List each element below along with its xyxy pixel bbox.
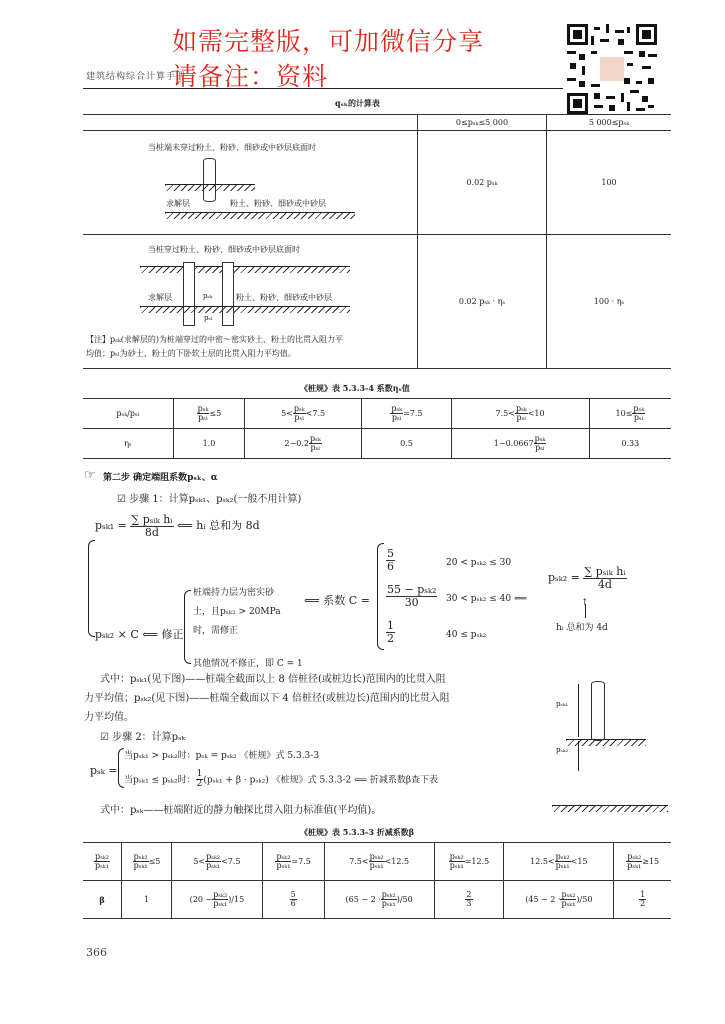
t2h5-frac	[632, 405, 645, 423]
table3-row-label: β	[83, 881, 122, 919]
table1-row2-v2: 100 · ηₛ	[547, 235, 672, 369]
table3-v2	[172, 881, 263, 919]
c2-den: 30	[404, 595, 419, 609]
step2-sub1: ☑ 步骤 1：计算pₛₖ₁、pₛₖ₂(一般不用计算)	[117, 494, 302, 505]
table2-row-label: ηₛ	[83, 429, 174, 459]
text2: 力平均值；pₛₖ₂(见下图)——桩端全截面以下 4 倍桩径(或桩边长)范围内的比贯入阻	[84, 693, 450, 704]
table3-v4	[324, 881, 434, 919]
step2-title: 第二步 确定端阻系数pₛₖ、α	[103, 473, 218, 483]
t3h4-frac	[369, 853, 385, 871]
row1-label-left: 求解层	[166, 199, 190, 208]
t3h6-post: <15	[570, 856, 588, 866]
table1-note1: 【注】pₛₖ(求解层的)为桩端穿过的中密～密实砂土、粉土的比贯入阻力平	[86, 335, 343, 344]
table2-v4	[451, 429, 589, 459]
row1-ground-hatch	[165, 185, 255, 191]
table2-v1: 1.0	[174, 429, 245, 459]
t2v2-num: pₛₖ	[310, 433, 321, 443]
table2-v2	[244, 429, 362, 459]
running-title: 建筑结构综合计算手册	[86, 72, 187, 82]
table1-row1-v1: 0.02 pₛₖ	[418, 131, 547, 235]
t3v2-pre: (20 −	[189, 894, 213, 904]
t3v6-num: pₛₖ₂	[561, 889, 576, 899]
t3h6-num: pₛₖ₂	[555, 851, 570, 861]
t3v2-num: pₛₖ₂	[213, 889, 228, 899]
t2h4-pre: 7.5<	[495, 408, 515, 418]
text3: 力平均值。	[84, 712, 134, 723]
table1-row1-v2: 100	[547, 131, 672, 235]
t3v4-num: pₛₖ₂	[381, 889, 396, 899]
t3v6-frac	[560, 891, 576, 909]
t2v2-den: pₛₗ	[310, 443, 321, 452]
t3v5-den: 3	[466, 899, 472, 908]
t3v5-num: 2	[466, 889, 472, 899]
row2-psk: pₛₖ	[203, 292, 213, 300]
f1-lhs: pₛₖ₁ =	[95, 519, 127, 533]
table3-h2	[172, 843, 263, 881]
t3v2-post: )/15	[228, 894, 245, 904]
c2-frac	[386, 584, 437, 608]
table2-h5	[589, 399, 671, 429]
row1-label-right: 粉土、粉砂、细砂或中砂层	[230, 199, 326, 208]
t3hl-frac	[94, 853, 110, 871]
t3h4-post: <12.5	[384, 856, 410, 866]
t3v4-frac	[381, 891, 397, 909]
t2h2-frac	[293, 405, 306, 423]
f3-den: 4d	[597, 577, 612, 591]
coef-label: ⟸ 系数 C =	[304, 594, 370, 607]
f4-lhs: pₛₖ =	[90, 764, 118, 777]
row1-layer-hatch	[165, 213, 355, 219]
c3-range: 40 ≤ pₛₖ₂	[446, 630, 487, 640]
c2	[386, 584, 437, 608]
t3v3-den: 6	[290, 899, 296, 908]
t3h7-post: ≥15	[642, 856, 660, 866]
row2-title: 当桩穿过粉土、粉砂、细砂或中砂层底面时	[148, 245, 300, 254]
t2h5-den: pₛₗ	[633, 413, 644, 422]
t2h2-den: pₛₗ	[294, 413, 305, 422]
cond-brace	[184, 590, 191, 664]
t3v4-den: pₛₖ₁	[381, 899, 396, 908]
t3v4-post: )/50	[396, 894, 413, 904]
c2-range: 30 < pₛₖ₂ ≤ 40 ⟸	[446, 594, 527, 604]
t3h5-post: =12.5	[464, 856, 490, 866]
t3h6-den: pₛₖ₁	[555, 861, 570, 870]
t3v7-num: 1	[640, 889, 646, 899]
table3-v6	[504, 881, 614, 919]
t3h1-num: pₛₖ₂	[133, 851, 148, 861]
t3h1-post: ≤5	[148, 856, 161, 866]
t2h4-num: pₛₖ	[515, 403, 527, 413]
row2-ground-hatch	[140, 267, 350, 273]
t3h3-den: pₛₖ₁	[276, 861, 291, 870]
t3h2-frac	[205, 853, 221, 871]
t3h3-frac	[275, 853, 291, 871]
t3h2-post: <7.5	[221, 856, 241, 866]
fig-psk2: pₛₖ₂	[556, 746, 569, 754]
row2-label-right: 粉土、粉砂、细砂或中砂层	[236, 293, 332, 302]
cond3: 时，需修正	[193, 626, 239, 636]
t3v7-frac	[639, 891, 646, 909]
t2h4-frac	[515, 405, 528, 423]
table2-h3	[362, 399, 451, 429]
t2h5-pre: 10≤	[615, 408, 633, 418]
table3-header-label	[83, 843, 122, 881]
c3-num: 1	[387, 619, 394, 632]
table3-h5	[434, 843, 503, 881]
t2h1-den: pₛₗ	[198, 413, 208, 422]
table2-v3: 0.5	[362, 429, 451, 459]
c2-num: 55 − pₛₖ₂	[387, 583, 437, 596]
f1-frac	[130, 514, 173, 538]
t2h4-post: <10	[527, 408, 545, 418]
f3-lhs: pₛₖ₂ =	[548, 571, 580, 585]
table3-h6	[504, 843, 614, 881]
text4: 式中：pₛₖ——桩端附近的静力触探比贯入阻力标准值(平均值)。	[100, 805, 382, 816]
t2h5-num: pₛₖ	[633, 403, 645, 413]
table2-v5: 0.33	[589, 429, 671, 459]
f1-num: ∑ pₛᵢₖ hᵢ	[131, 513, 173, 526]
t3h6-pre: 12.5<	[530, 856, 555, 866]
t3v2-den: pₛₖ₁	[213, 899, 228, 908]
fig-dim1	[578, 684, 579, 737]
t3v6-pre: (45 − 2 ·	[525, 894, 561, 904]
table1-note2: 均值；pₛₗ为砂土、粉土的下卧软土层的比贯入阻力平均值。	[86, 349, 296, 358]
t3h4-num: pₛₖ₂	[369, 851, 384, 861]
c3-frac	[386, 620, 395, 644]
row2-layer-hatch	[140, 307, 350, 313]
watermark-line1: 如需完整版，可加微信分享	[172, 27, 485, 56]
table1-col1: 0≤pₛₖ≤5 000	[418, 115, 547, 131]
table3-v1: 1	[122, 881, 172, 919]
watermark-line2: 请备注：资料	[172, 62, 329, 91]
t2v4-frac	[534, 435, 547, 453]
t2h4-den: pₛₗ	[516, 413, 527, 422]
f4b-num: 1	[196, 769, 203, 779]
t3h3-num: pₛₖ₂	[276, 851, 291, 861]
up-arrow-icon: ↑	[581, 598, 589, 608]
t3hl-den: pₛₖ₁	[95, 861, 109, 870]
eta-table	[83, 398, 671, 459]
t2v2-frac	[309, 435, 322, 453]
f1	[95, 514, 260, 538]
hand-pointer-icon: ☞	[84, 468, 96, 483]
t3v4-pre: (65 − 2 ·	[345, 894, 381, 904]
t2v4-den: pₛₗ	[535, 443, 545, 452]
table1-row2-v1: 0.02 pₛₖ · ηₛ	[418, 235, 547, 369]
table2-h4	[451, 399, 589, 429]
f3	[548, 566, 627, 590]
t3h7-frac	[626, 853, 642, 871]
fig-bottom-hatch	[552, 806, 668, 812]
t3h5-frac	[449, 853, 465, 871]
t3h1-frac	[133, 853, 149, 871]
t3h7-num: pₛₖ₂	[627, 851, 642, 861]
f1-den: 8d	[144, 525, 159, 539]
table2-header-label: pₛₖ/pₛₗ	[83, 399, 174, 429]
table2-caption: 《桩规》表 5.3.3-4 系数ηₛ值	[300, 383, 410, 393]
t3h2-den: pₛₖ₁	[206, 861, 221, 870]
f2-lhs: pₛₖ₂ × C ⟸ 修正	[95, 628, 184, 641]
table2-h2	[244, 399, 362, 429]
beta-table	[83, 842, 671, 919]
fig-dim2	[578, 741, 579, 771]
f3-num: ∑ pₛᵢₖ hᵢ	[584, 565, 626, 578]
outer-brace	[88, 540, 95, 637]
c1-frac	[386, 548, 395, 572]
f4b-den: 2	[196, 779, 203, 790]
table3-h1	[122, 843, 172, 881]
t2h3-frac	[390, 405, 403, 423]
t3h6-frac	[555, 853, 571, 871]
t3h1-den: pₛₖ₁	[133, 861, 148, 870]
step2-sub2: ☑ 步骤 2：计算pₛₖ	[100, 732, 186, 743]
cond2: 土，且pₛₖ₂ > 20MPa	[193, 607, 281, 617]
coef-brace	[377, 543, 384, 650]
fig-psk1: pₛₖ₁	[556, 700, 569, 708]
t2h3-den: pₛₗ	[391, 413, 402, 422]
table3-h4	[324, 843, 434, 881]
cond4: 其他情况不修正，即 C = 1	[193, 659, 303, 669]
f3-frac	[583, 566, 626, 590]
f3-note: hᵢ 总和为 4d	[556, 623, 608, 633]
t2h2-num: pₛₖ	[293, 403, 305, 413]
t3hl-num: pₛₖ₂	[95, 851, 109, 861]
t3h2-pre: 5<	[193, 856, 206, 866]
t3h5-den: pₛₖ₁	[449, 861, 464, 870]
table3-v3	[262, 881, 324, 919]
t2h2-post: <7.5	[305, 408, 326, 418]
c1-den: 6	[387, 559, 394, 573]
t2v4-pre: 1−0.0667	[493, 438, 534, 448]
fig-pile	[591, 681, 605, 741]
t2h1-num: pₛₖ	[197, 403, 209, 413]
t2h2-pre: 5<	[281, 408, 293, 418]
row2-label-left: 求解层	[148, 293, 172, 302]
row2-pile-right	[222, 262, 234, 326]
c1	[386, 548, 395, 572]
t2v2-pre: 2−0.2	[284, 438, 309, 448]
row1-pile	[203, 158, 216, 202]
t3h3-post: =7.5	[291, 856, 311, 866]
t2h3-post: =7.5	[403, 408, 423, 418]
t2v4-num: pₛₖ	[534, 433, 546, 443]
table2-h1	[174, 399, 245, 429]
qr-code	[567, 24, 657, 114]
t3v6-den: pₛₖ₁	[561, 899, 576, 908]
t3v7-den: 2	[640, 899, 646, 908]
c3	[386, 620, 395, 644]
t3h7-den: pₛₖ₁	[627, 861, 642, 870]
table1-caption: qₛₖ的计算表	[335, 98, 380, 108]
table1-empty-head	[83, 115, 418, 131]
t3h5-num: pₛₖ₂	[449, 851, 464, 861]
table3-v5	[434, 881, 503, 919]
t3h4-den: pₛₖ₁	[369, 861, 384, 870]
page-number: 366	[86, 946, 107, 959]
row2-pile-left	[183, 262, 195, 326]
f4b-post: (pₛₖ₁ + β · pₛₖ₂) 《桩规》式 5.3.3-2 ⟸ 折减系数β查下表	[203, 775, 439, 786]
table3-caption: 《桩规》表 5.3.3-3 折减系数β	[300, 827, 415, 837]
c1-num: 5	[387, 547, 394, 560]
c1-range: 20 < pₛₖ₂ ≤ 30	[446, 558, 512, 568]
table3-h3	[262, 843, 324, 881]
t3h4-pre: 7.5<	[349, 856, 369, 866]
t3v3-num: 5	[290, 889, 296, 899]
table3-h7	[614, 843, 671, 881]
f4-b	[124, 770, 438, 790]
f4b-pre: 当pₛₖ₁ ≤ pₛₖ₂时：	[124, 775, 196, 786]
row2-psl: pₛₗ	[204, 314, 213, 322]
table1-col2: 5 000≤pₛₖ	[547, 115, 672, 131]
f1-arrow: ⟸ hᵢ 总和为 8d	[177, 519, 260, 533]
text1: 式中：pₛₖ₁(见下图)——桩端全截面以上 8 倍桩径(或桩边长)范围内的比贯入阻	[100, 674, 446, 685]
c3-den: 2	[387, 631, 394, 645]
cond1: 桩端持力层为密实砂	[193, 588, 275, 598]
row1-title: 当桩端未穿过粉土、粉砂、细砂或中砂层底面时	[148, 143, 316, 152]
table3-v7	[614, 881, 671, 919]
t2h1-frac	[197, 405, 210, 423]
t3v6-post: )/50	[576, 894, 593, 904]
t3v5-frac	[465, 891, 472, 909]
f4-a: 当pₛₖ₁ > pₛₖ₂时：pₛₖ = pₛₖ₂ 《桩规》式 5.3.3-3	[124, 751, 320, 761]
t3h2-num: pₛₖ₂	[206, 851, 221, 861]
t3v3-frac	[290, 891, 297, 909]
t3v2-frac	[212, 891, 228, 909]
t2h1-post: ≤5	[209, 408, 222, 418]
t2h3-num: pₛₖ	[391, 403, 403, 413]
